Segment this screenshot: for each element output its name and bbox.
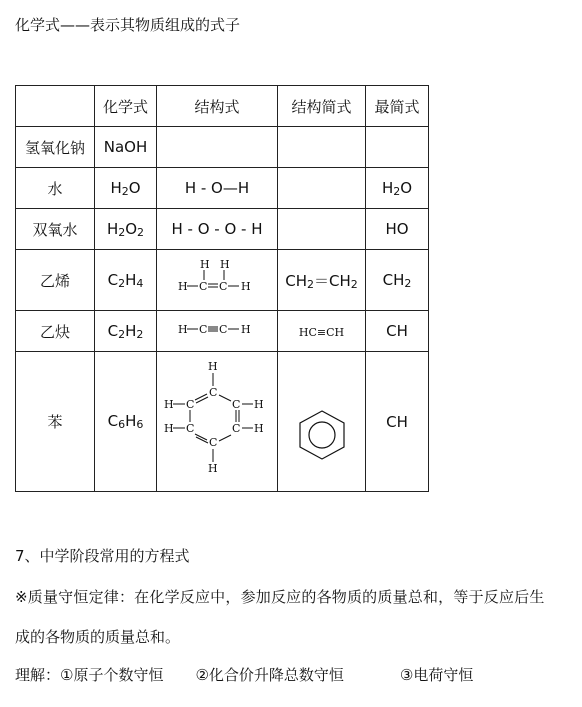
svg-text:C: C [186, 397, 195, 411]
benzene-structure-drawing [162, 358, 272, 482]
header-cell-empty [16, 86, 95, 127]
row-formula: $C_2H_4$ [95, 250, 157, 311]
header-cell-formula: 化学式 [95, 86, 157, 127]
svg-text:C: C [199, 323, 208, 336]
row-formula: $C_2H_2$ [95, 311, 157, 352]
understanding-line [15, 664, 473, 685]
row-formula: $H_2O$ [95, 168, 157, 209]
row-condensed: $CH_2=CH_2$ [278, 250, 366, 311]
acetylene-condensed-text: HC≡CH [298, 326, 345, 339]
row-structural: H - O—H [157, 168, 278, 209]
ethylene-structure-drawing [172, 254, 262, 302]
row-empirical: CH [366, 311, 429, 352]
page-heading: 化学式——表示其物质组成的式子 [15, 16, 241, 34]
svg-text:H: H [254, 421, 264, 435]
mass-conservation-law-line2: 成的各物质的质量总和。 [15, 628, 181, 646]
row-condensed [278, 127, 366, 168]
svg-text:C: C [209, 435, 218, 449]
row-condensed [278, 168, 366, 209]
svg-text:C: C [199, 280, 208, 293]
row-empirical: $CH_2$ [366, 250, 429, 311]
svg-text:H: H [178, 323, 188, 336]
acetylene-structure-drawing [172, 319, 262, 339]
row-structural [157, 127, 278, 168]
header-cell-condensed: 结构简式 [278, 86, 366, 127]
row-structural [157, 352, 278, 492]
svg-text:C: C [186, 421, 195, 435]
row-name: 苯 [16, 352, 95, 492]
table-row [16, 352, 429, 492]
understanding-item-1: ①原子个数守恒 [60, 666, 164, 684]
row-condensed [278, 311, 366, 352]
section-7-title: 7、中学阶段常用的方程式 [15, 547, 190, 565]
mass-conservation-law-line1: ※质量守恒定律：在化学反应中，参加反应的各物质的质量总和，等于反应后生 [15, 588, 545, 606]
understanding-prefix: 理解： [15, 666, 61, 684]
svg-text:C: C [232, 397, 241, 411]
table-row [16, 168, 429, 209]
benzene-ring-drawing [294, 408, 350, 462]
row-name: 氢氧化钠 [16, 127, 95, 168]
svg-text:C: C [209, 385, 218, 399]
row-empirical: CH [366, 352, 429, 492]
row-name: 双氧水 [16, 209, 95, 250]
svg-text:H: H [220, 258, 230, 271]
table-row [16, 250, 429, 311]
row-structural [157, 311, 278, 352]
svg-text:H: H [208, 461, 218, 475]
row-empirical: $H_2O$ [366, 168, 429, 209]
svg-text:H: H [241, 280, 251, 293]
understanding-item-3: ③电荷守恒 [399, 666, 474, 684]
svg-text:C: C [219, 280, 228, 293]
svg-text:C: C [232, 421, 241, 435]
row-formula: NaOH [95, 127, 157, 168]
row-condensed [278, 352, 366, 492]
svg-text:H: H [178, 280, 188, 293]
formula-table [15, 85, 429, 492]
row-empirical: HO [366, 209, 429, 250]
svg-text:H: H [164, 397, 174, 411]
table-row [16, 311, 429, 352]
row-name: 水 [16, 168, 95, 209]
svg-text:C: C [219, 323, 228, 336]
svg-text:H: H [254, 397, 264, 411]
row-formula: $C_6H_6$ [95, 352, 157, 492]
table-row [16, 127, 429, 168]
svg-text:H: H [164, 421, 174, 435]
row-condensed [278, 209, 366, 250]
svg-text:H: H [208, 359, 218, 373]
header-cell-structural: 结构式 [157, 86, 278, 127]
header-cell-empirical: 最简式 [366, 86, 429, 127]
table-header-row [16, 86, 429, 127]
table-row [16, 209, 429, 250]
row-name: 乙炔 [16, 311, 95, 352]
understanding-item-2: ②化合价升降总数守恒 [195, 666, 344, 684]
row-formula: $H_2O_2$ [95, 209, 157, 250]
row-structural [157, 250, 278, 311]
row-structural: H - O - O - H [157, 209, 278, 250]
svg-text:H: H [200, 258, 210, 271]
svg-text:H: H [241, 323, 251, 336]
row-name: 乙烯 [16, 250, 95, 311]
row-empirical [366, 127, 429, 168]
